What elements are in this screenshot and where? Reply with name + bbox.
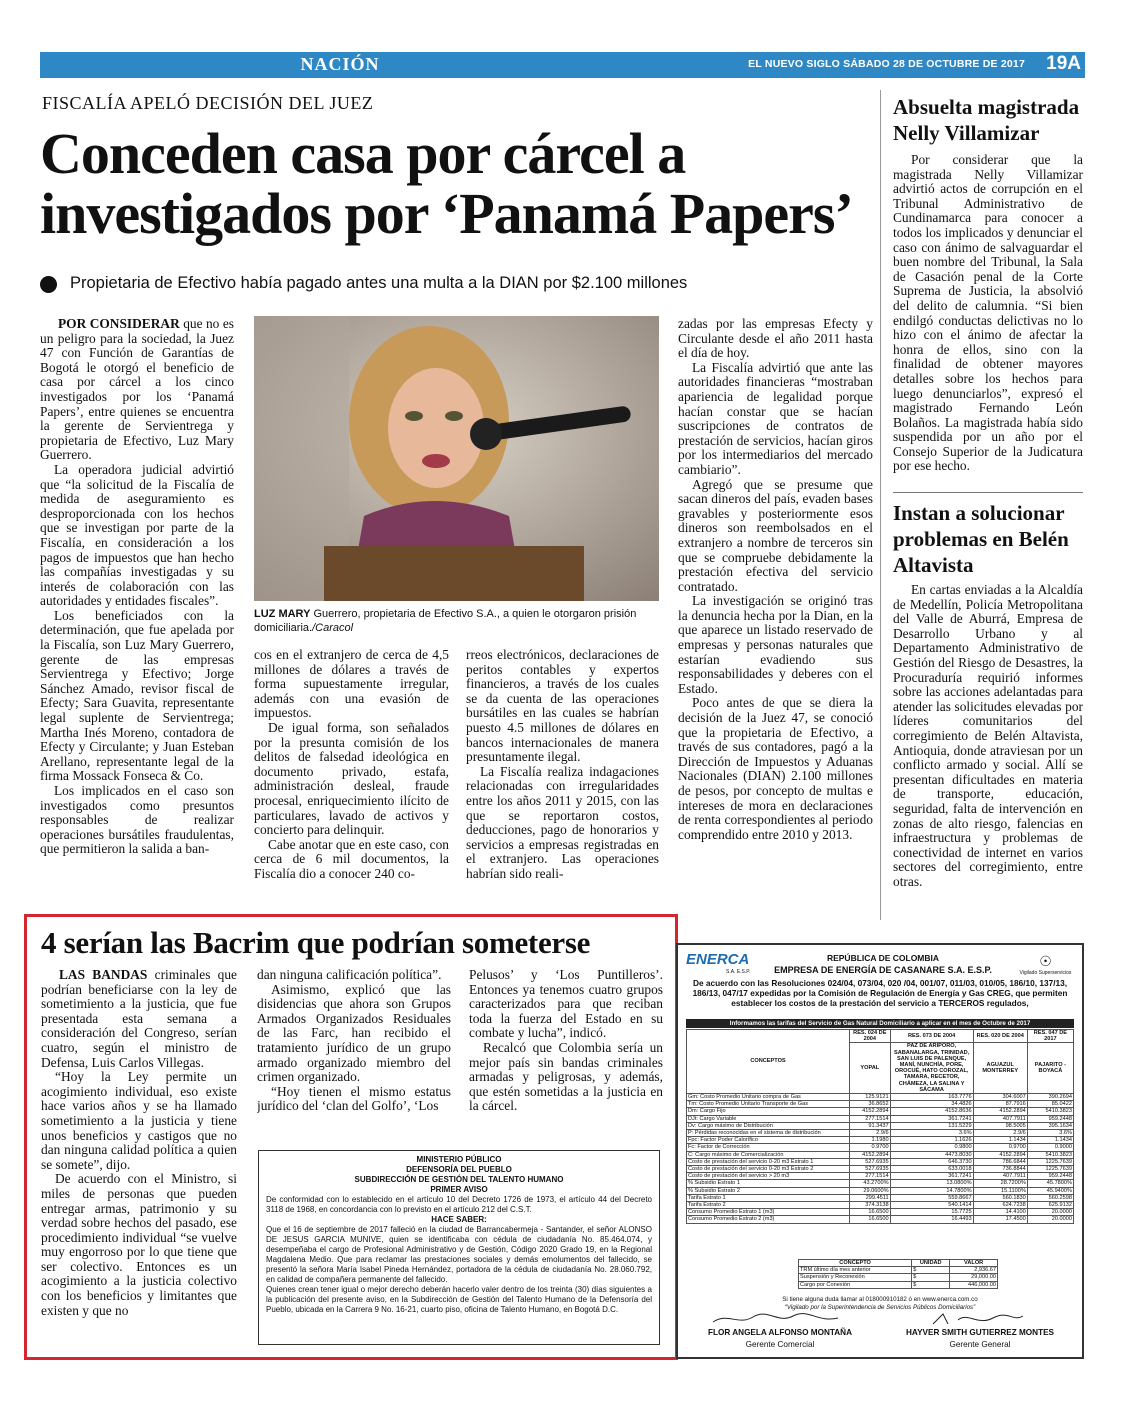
paragraph: zadas por las empresas Efecty y Circulante desde el año 2011 hasta el día de hoy. [678, 317, 873, 361]
sidebar-story-1-body [893, 153, 1083, 488]
paragraph: En cartas enviadas a la Alcaldía de Medellín, Policía Metropolitana del Valle de Aburrá, Empresa de Desarrollo Urbano y al Departamento Administrativo de Gestión del Riesgo de Desastres, la Procuraduría requirió informes sobre las acciones adelantadas para atender las solicitudes elevadas por líderes comunitarios del corregimiento de Belén Altavista, Antioquia, donde atraviesan por un conflicto armado y social. Allí se presentan dificultades en materia de transporte, educación, seguridad, falta de intervención en zonas de alto riesgo, falencias en infraestructura y problemas de conectividad de internet en varios sectores del corregimiento, entre otras. [893, 583, 1083, 889]
bacrim-column-2 [257, 968, 451, 1143]
row-value: 29.0600% [850, 1187, 891, 1194]
lead-in: POR CONSIDERAR [58, 317, 180, 331]
row-value: 786.6844 [973, 1158, 1027, 1165]
signature-2 [928, 1312, 1028, 1326]
row-value: 959.2448 [1027, 1115, 1073, 1122]
table-row [687, 1108, 1074, 1115]
row-value: 4152.8636 [890, 1108, 973, 1115]
row-concept: Consumo Promedio Estrato 1 (m3) [687, 1209, 850, 1216]
sidebar-story-1-title: Absuelta magistrada Nelly Villamizar [893, 95, 1080, 145]
row-value: 361.7241 [890, 1173, 973, 1180]
row-value: 14.4100 [973, 1209, 1027, 1216]
row-concept: Gm: Costo Promedio Unitario compra de Gas [687, 1094, 850, 1101]
caption-credit: /Caracol [312, 622, 354, 634]
notice-line: HACE SABER: [431, 1215, 487, 1224]
row-value: 277.1514 [850, 1115, 891, 1122]
table-header: RES. 047 DE 2017 [1027, 1030, 1073, 1043]
table-row [687, 1216, 1074, 1223]
row-value: 0.9000 [1027, 1144, 1073, 1151]
paragraph: Asimismo, explicó que las disidencias que ahora son Grupos Armados Organizados Residuales de las Farc, han recibido el tratamiento jurídico de un grupo armado organizado miembro del crimen organizado. [257, 981, 451, 1085]
row-value: 1225.7639 [1027, 1166, 1073, 1173]
row-value: 374.3138 [850, 1202, 891, 1209]
row-value: 540.1414 [890, 1202, 973, 1209]
row-value: 1.1434 [973, 1137, 1027, 1144]
paragraph: dan ninguna calificación política”. [257, 968, 442, 982]
row-value: 2,936.67 [950, 1267, 998, 1274]
caption-name: LUZ MARY [254, 608, 311, 620]
column-divider [880, 90, 881, 920]
row-value: 624.7238 [973, 1202, 1027, 1209]
table-subheader: YOPAL [850, 1043, 891, 1094]
sidebar-story-2-title: Instan a solucionar problemas en Belén Altavista [893, 501, 1069, 577]
table-row [799, 1274, 998, 1281]
row-value: 87.7916 [973, 1101, 1027, 1108]
bacrim-headline: 4 serían las Bacrim que podrían someterse [41, 925, 591, 960]
row-value: 43.2700% [850, 1180, 891, 1187]
seal-icon: ☉ [1039, 953, 1052, 969]
row-value: 5410.3823 [1027, 1108, 1073, 1115]
paragraph: La investigación se originó tras la denuncia hecha por la Dian, en la que aparece un listado reservado de empresas y personas naturales que estarían evadiendo sus responsabilidades y deberes con el Estado. [678, 593, 873, 696]
row-concept: Consumo Promedio Estrato 2 (m3) [687, 1216, 850, 1223]
bullet-icon [40, 276, 57, 293]
row-concept: % Subsidio Estrato 2 [687, 1187, 850, 1194]
row-value: 17.4500 [973, 1216, 1027, 1223]
table-subheader: PAJARITO - BOYACÁ [1027, 1043, 1073, 1094]
row-value: 633.0018 [890, 1166, 973, 1173]
table-header: CONCEPTOS [687, 1030, 850, 1094]
row-value: 45.7800% [1027, 1180, 1073, 1187]
photo-illustration [254, 316, 659, 601]
row-value: 36.8652 [850, 1101, 891, 1108]
row-value: 407.7911 [973, 1115, 1027, 1122]
row-concept: Costo de prestación del servicio > 20 m3 [687, 1173, 850, 1180]
row-value: 0.9700 [973, 1144, 1027, 1151]
vigilado-label: Vigilado Superservicios [1019, 970, 1072, 976]
logo-text: ENERCA [686, 951, 750, 968]
row-value: 28.7200% [973, 1180, 1027, 1187]
row-value: 4152.2894 [850, 1108, 891, 1115]
article-column-4 [678, 317, 873, 917]
notice-paragraph: De conformidad con lo establecido en el artículo 10 del Decreto 1726 de 1973, el artículo 44 del Decreto 3118 de 1968, en concordancia con lo previsto en el artículo 212 del C.S.T. [266, 1195, 652, 1214]
row-value: 20.0000 [1027, 1216, 1073, 1223]
row-concept: TRM último día mes anterior [799, 1267, 912, 1274]
row-value: 29,000.00 [950, 1274, 998, 1281]
ministerio-notice [258, 1150, 660, 1345]
row-value: 560.2598 [1027, 1194, 1073, 1201]
paragraph: rreos electrónicos, declaraciones de peritos contables y expertos financieros, a través de los cuales se da cuenta de las operaciones bursátiles en las cuales se habrían puesto 4.5 millones de dólares en bancos internacionales de manera presuntamente ilegal. [466, 648, 659, 765]
table-row [687, 1180, 1074, 1187]
row-concept: DJt: Cargo Variable [687, 1115, 850, 1122]
signature-scribble [708, 1312, 848, 1326]
row-value: 1.1626 [890, 1137, 973, 1144]
row-value: 0.9700 [850, 1144, 891, 1151]
notice-line: MINISTERIO PÚBLICO [416, 1155, 502, 1164]
issue-date: SÁBADO 28 DE OCTUBRE DE 2017 [843, 58, 1025, 70]
row-value: 16.6500 [850, 1209, 891, 1216]
table-row [687, 1158, 1074, 1165]
row-value: 446,000.00 [950, 1281, 998, 1288]
paragraph: De acuerdo con el Ministro, si miles de personas que pueden entregar armas, patrimonio y su verdad sobre hechos del pasado, ese procedimiento individual “se vuelve muy engorroso por lo que tiene que ser colectivo. Entonces es un acogimiento a la justicia colectivo con los beneficios y limitantes que existen y que no [41, 1171, 237, 1318]
bacrim-column-3 [469, 968, 663, 1143]
enerca-footer-2: “Vigilado por la Superintendencia de Servicios Públicos Domiciliarios” [784, 1304, 976, 1311]
row-value: 3.6% [890, 1130, 973, 1137]
paragraph: Pelusos’ y ‘Los Puntilleros’. Entonces ya tenemos cuatro grupos caracterizados para que reciban toda la fuerza del Estado en su combate y lucha”, indicó. [469, 968, 663, 1041]
table-row [687, 1166, 1074, 1173]
enerca-title-1: REPÚBLICA DE COLOMBIA [826, 953, 940, 963]
row-value: 3.6% [1027, 1130, 1073, 1137]
signer-2-role: Gerente General [949, 1340, 1011, 1349]
row-concept: Tarifa Estrato 1 [687, 1194, 850, 1201]
row-value: 2.9/6 [850, 1130, 891, 1137]
row-value: 4152.2894 [850, 1151, 891, 1158]
table-row [687, 1094, 1074, 1101]
article-headline [40, 121, 870, 246]
row-value: 2.9/6 [973, 1130, 1027, 1137]
row-value: 16.6500 [850, 1216, 891, 1223]
notice-paragraph: Quienes crean tener igual o mejor derecho deberán hacerlo valer dentro de los treinta (30) días siguientes a la publicación del presente aviso, en la Subdirección de Gestión del Talento Humano de la Defensoría del Pueblo, ubicada en la Carrera 9 No. 16-21, cuarto piso, oficina de Talento Humano, en Bogotá D.C. [266, 1285, 652, 1314]
paragraph: Cabe anotar que en este caso, con cerca de 6 mil documentos, la Fiscalía dio a conocer 240 co- [254, 836, 449, 881]
paragraph: Recalcó que Colombia sería un mejor país sin bandas criminales armadas y peligrosas, y además, que estén sometidas a la justicia en la cárcel. [469, 1039, 663, 1114]
table-row [799, 1281, 998, 1288]
row-value: 4152.2894 [973, 1151, 1027, 1158]
paragraph: Poco antes de que se diera la decisión de la Juez 47, se conoció que la propietaria de Efectivo, a través de sus contadores, pagó a la Dirección de Impuestos y Aduanas Nacionales (DIAN) 2.100 millones de pesos, por concepto de multas e intereses de mora en declaraciones de renta correspondientes al periodo comprendido entre 2010 y 2013. [678, 695, 873, 842]
headline-line-1: Conceden casa por cárcel a [40, 121, 686, 186]
row-value: 395.1634 [1027, 1122, 1073, 1129]
row-unit: $ [912, 1281, 950, 1288]
table-row [687, 1202, 1074, 1209]
table-row [687, 1130, 1074, 1137]
table-row [687, 1151, 1074, 1158]
row-value: 646.3730 [890, 1158, 973, 1165]
bacrim-column-1 [41, 968, 237, 1348]
table-subheader: PAZ DE ARIPORO, SABANALARGA, TRINIDAD, SAN LUIS DE PALENQUE, MANÍ, NUNCHÍA, PORE, OROCUÉ, HATO COROZAL, TAMARA, RECETOR, CHÁMEZA, LA SALINA Y SÁCAMA [890, 1043, 973, 1094]
enerca-footer-1: Si tiene alguna duda llamar al 018000910182 ó en www.enerca.com.co [782, 1296, 978, 1303]
paragraph: La operadora judicial advirtió que “la solicitud de la Fiscalía de medida de aseguramiento es desproporcionada con los hechos que se investigan por parte de la Fiscalía, en consideración a los pagos de impuestos que han hecho las compañías investigadas y su interés de colaboración con las autoridades y entidades fiscales”. [40, 461, 234, 609]
publication-name: EL NUEVO SIGLO [748, 58, 841, 70]
article-subhead: Propietaria de Efectivo había pagado antes una multa a la DIAN por $2.100 millones [70, 274, 688, 292]
page-number: 19A [1046, 53, 1081, 74]
sidebar-story-2-body [893, 583, 1083, 918]
row-concept: Cargo por Conexión [799, 1281, 912, 1288]
signer-2-name: HAYVER SMITH GUTIERREZ MONTES [906, 1328, 1054, 1337]
row-value: 131.5229 [890, 1122, 973, 1129]
row-concept: P: Pérdidas reconocidas en el sistema de distribución [687, 1130, 850, 1137]
row-concept: Tarifa Estrato 2 [687, 1202, 850, 1209]
row-value: 125.9121 [850, 1094, 891, 1101]
row-value: 407.7911 [973, 1173, 1027, 1180]
paragraph: La Fiscalía advirtió que ante las autoridades financieras “mostraban apariencia de legalidad porque hacían constar que se hacían suscripciones de contratos de prestación de servicios, hacían giros por los intermediarios del mercado cambiario”. [678, 359, 873, 477]
logo-sub: S.A. E.S.P. [726, 969, 751, 975]
article-column-1 [40, 317, 234, 902]
paragraph: Los beneficiados con la determinación, que fue apelada por la Fiscalía, son Luz Mary Guerrero, gerente de las empresas Servientrega y Efectivo; Jorge Sánchez Amado, revisor fiscal de Efecty; Sara Guavita, representante legal suplente de Servientrega; Martha Inés Moreno, contadora de Efecty y Circulante; y Juan Esteban Arellano, representante legal de la firma Mossack Fonseca & Co. [40, 607, 234, 784]
enerca-advertisement [676, 943, 1084, 1359]
signer-1-name: FLOR ANGELA ALFONSO MONTAÑA [707, 1328, 853, 1337]
header-bar [40, 52, 1085, 78]
row-value: 560.1830 [973, 1194, 1027, 1201]
paragraph: Agregó que se presume que sacan dineros del país, evaden bases gravables y posteriormente esos dineros son reembolsados en el extranjero a nombre de terceros sin que se compruebe debidamente la prestación efectiva del servicio contratado. [678, 476, 873, 594]
signer-1-role: Gerente Comercial [745, 1340, 815, 1349]
lead-in: LAS BANDAS [59, 968, 148, 982]
table-header: VALOR [950, 1260, 998, 1267]
table-header: RES. 020 DE 2004 [973, 1030, 1027, 1043]
row-value: 390.2694 [1027, 1094, 1073, 1101]
row-value: 5410.3823 [1027, 1151, 1073, 1158]
article-column-2 [254, 648, 449, 903]
notice-line: PRIMER AVISO [430, 1185, 488, 1194]
notice-line: DEFENSORÍA DEL PUEBLO [406, 1165, 512, 1174]
paragraph: cos en el extranjero de cerca de 4,5 millones de dólares a través de forma supuestamente irregular, además con una evasión de impuestos. [254, 648, 449, 721]
row-value: 1.1434 [1027, 1137, 1073, 1144]
tariff-table [686, 1029, 1074, 1224]
photo-caption [254, 607, 659, 635]
table-header: RES. 024 DE 2004 [850, 1030, 891, 1043]
table-header: RES. 073 DE 2004 [890, 1030, 973, 1043]
row-value: 559.8667 [890, 1194, 973, 1201]
row-value: 277.1514 [850, 1173, 891, 1180]
row-concept: Fc: Factor de Corrección [687, 1144, 850, 1151]
notice-paragraph: Que el 16 de septiembre de 2017 falleció en la ciudad de Barrancabermeja - Santander, el señor ALONSO DE JESUS GARCIA MUNIVE, quien se identificaba con cédula de ciudadanía No. 85.464.074, y desempeñaba el cargo de Profesional Administrativo y de Gestión, Código 2020 Grado 19, en la Regional Magdalena Medio. Que para reclamar las prestaciones sociales y demás emolumentos del fallecido, se presentó la señora María Isabel Pineda Hernández, portadora de la cédula de ciudadanía No. 28.060.792, en calidad de compañera permanente del fallecido. [266, 1225, 652, 1284]
row-concept: Suspensión y Reconexión [799, 1274, 912, 1281]
table-row [687, 1173, 1074, 1180]
row-value: 15.7725 [890, 1209, 973, 1216]
row-value: 13.0800% [890, 1180, 973, 1187]
row-value: 625.9132 [1027, 1202, 1073, 1209]
row-value: 959.2448 [1027, 1173, 1073, 1180]
paragraph: “Hoy la Ley permite un acogimiento individual, eso existe hace varios años y se ha llamado sometimiento a la justicia y tiene unos beneficios y castigos que no dan ninguna calidad política a quien se somete”, dijo. [41, 1069, 237, 1172]
row-unit: $ [912, 1267, 950, 1274]
table-row [687, 1144, 1074, 1151]
row-value: 20.0000 [1027, 1209, 1073, 1216]
table-row [687, 1101, 1074, 1108]
row-value: 16.4493 [890, 1216, 973, 1223]
row-value: 304.6007 [973, 1094, 1027, 1101]
row-value: 4152.2894 [973, 1108, 1027, 1115]
table-row [799, 1267, 998, 1274]
paragraph: que no es un peligro para la sociedad, la Juez 47 con Función de Garantías de Bogotá le otorgó el beneficio de casa por cárcel a los cinco investigados por los ‘Panamá Papers’, entre quienes se encuentra la gerente de Servientrega y propietaria de Efectivo, Luz Mary Guerrero. [40, 317, 234, 463]
enerca-intro: De acuerdo con las Resoluciones 024/04, 073/04, 020 /04, 001/07, 011/03, 010/05, 186/10, 137/13, 186/13, 047/17 expedidas por la Comisión de Regulación de Energía y Gas CREG, que permiten establecer los costos de la prestación del servicio a TERCEROS regulados, [692, 978, 1068, 1008]
row-value: 163.7776 [890, 1094, 973, 1101]
table-subheader: AGUAZUL MONTERREY [973, 1043, 1027, 1094]
row-value: 299.4511 [850, 1194, 891, 1201]
table-header: UNIDAD [912, 1260, 950, 1267]
row-value: 98.5005 [973, 1122, 1027, 1129]
paragraph: criminales que podrían beneficiarse con la ley de sometimiento a la justicia, que fue presentada esta semana a consideración del Congreso, serían cuatro, según el ministro de Defensa, Luis Carlos Villegas. [41, 968, 237, 1070]
signature-scribble [928, 1312, 1028, 1326]
row-concept: Dm: Cargo Fijo [687, 1108, 850, 1115]
article-column-3 [466, 648, 659, 903]
row-value: 527.6935 [850, 1158, 891, 1165]
headline-line-2: investigados por ‘Panamá Papers’ [40, 181, 853, 246]
row-concept: Fpc: Factor Poder Calorífico [687, 1137, 850, 1144]
row-value: 736.8844 [973, 1166, 1027, 1173]
row-concept: % Subsidio Estrato 1 [687, 1180, 850, 1187]
caption-text: Guerrero, propietaria de Efectivo S.A., a quien le otorgaron prisión domiciliaria. [254, 608, 637, 634]
row-concept: Dv: Cargo máximo de Distribución [687, 1122, 850, 1129]
row-value: 4473.8030 [890, 1151, 973, 1158]
table-row [687, 1115, 1074, 1122]
row-value: 34.4826 [890, 1101, 973, 1108]
charges-table [798, 1259, 998, 1289]
paragraph: La Fiscalía realiza indagaciones relacionadas con irregularidades entre los años 2011 y 2015, con las que se reportaron costos, deducciones, pago de honorarios y servicios a empresas registradas en el extranjero. Las operaciones habrían sido reali- [466, 763, 659, 881]
paragraph: De igual forma, son señalados por la presunta comisión de los delitos de falsedad ideológica en documento privado, estafa, administración desleal, fraude procesal, enriquecimiento ilícito de particulares, lavado de activos y concierto para delinquir. [254, 719, 449, 838]
signature-1 [708, 1312, 848, 1326]
row-concept: Costo de prestación del servicio 0-20 m3 Estrato 2 [687, 1166, 850, 1173]
table-row [687, 1187, 1074, 1194]
article-photo [254, 316, 659, 601]
notice-line: SUBDIRECCIÓN DE GESTIÓN DEL TALENTO HUMANO [354, 1175, 564, 1184]
table-header: CONCEPTO [799, 1260, 912, 1267]
row-concept: Costo de prestación del servicio 0-20 m3 Estrato 1 [687, 1158, 850, 1165]
row-concept: C: Cargo máximo de Comercialización [687, 1151, 850, 1158]
paragraph: Los implicados en el caso son investigados como presuntos responsables de realizar operaciones bursátiles fraudulentas, que permitieron la salida a ban- [40, 783, 234, 857]
table-row [687, 1209, 1074, 1216]
tariff-banner: Informamos las tarifas del Servicio de Gas Natural Domiciliario a aplicar en el mes de Octubre de 2017 [686, 1019, 1074, 1028]
row-value: 14.7800% [890, 1187, 973, 1194]
row-value: 85.0422 [1027, 1101, 1073, 1108]
story-divider [893, 492, 1083, 493]
article-kicker: FISCALÍA APELÓ DECISIÓN DEL JUEZ [42, 93, 374, 113]
row-value: 91.3437 [850, 1122, 891, 1129]
row-value: 1225.7639 [1027, 1158, 1073, 1165]
row-unit: $ [912, 1274, 950, 1281]
row-value: 45.9400% [1027, 1187, 1073, 1194]
table-row [687, 1137, 1074, 1144]
table-row [687, 1194, 1074, 1201]
table-row [687, 1122, 1074, 1129]
row-value: 1.1980 [850, 1137, 891, 1144]
row-value: 527.6935 [850, 1166, 891, 1173]
publication-date [748, 58, 1025, 70]
paragraph: “Hoy tienen el mismo estatus jurídico del ‘clan del Golfo’, ‘Los [257, 1083, 451, 1114]
paragraph: Por considerar que la magistrada Nelly Villamizar advirtió actos de corrupción en el Tribunal Administrativo de Cundinamarca para conocer a todos los implicados y denunciar el caso con ánimo de salvaguardar el buen nombre del Tribunal, la Sala de Casación penal de la Corte Suprema de Justicia, la absolvió del delito de calumnia. “Si bien endilgó conductas delictivas no lo hizo con el ánimo de afectar la honra de ellos, sino con la finalidad de obtener mayores detalles sobre los hechos para luego denunciarlos”, expresó el magistrado Fernando León Bolaños. La magistrada había sido suspendida por un año por el Consejo Superior de la Judicatura por ese hecho. [893, 153, 1083, 474]
row-concept: Tm: Costo Promedio Unitario Transporte de Gas [687, 1101, 850, 1108]
enerca-title-2: EMPRESA DE ENERGÍA DE CASANARE S.A. E.S.P. [774, 965, 992, 975]
section-name: NACIÓN [300, 54, 380, 74]
row-value: 361.7241 [890, 1115, 973, 1122]
row-value: 0.9800 [890, 1144, 973, 1151]
row-value: 15.1100% [973, 1187, 1027, 1194]
